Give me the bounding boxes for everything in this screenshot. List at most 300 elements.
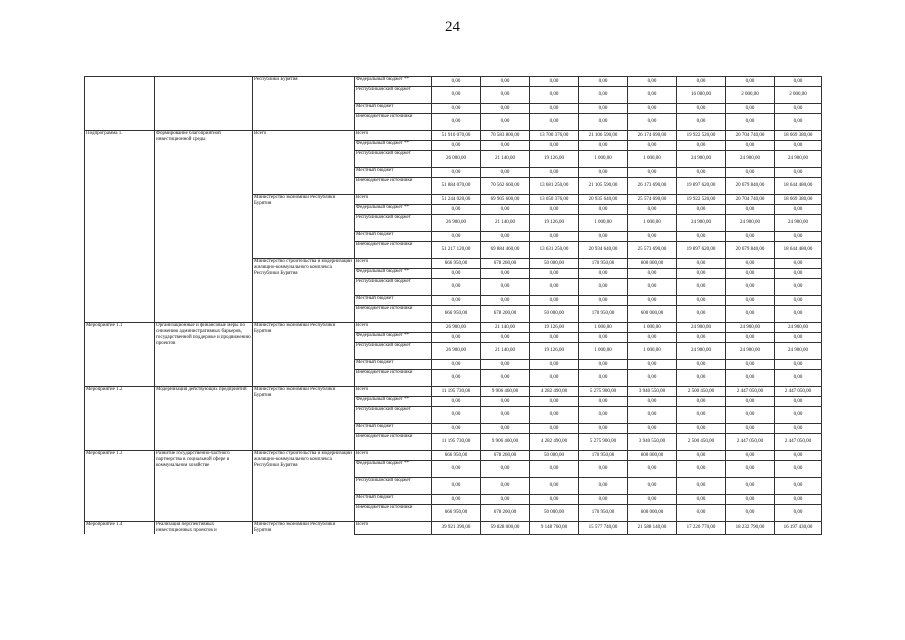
value-cell: 678 200,00 — [481, 451, 530, 461]
value-cell: 69 884 460,00 — [481, 242, 530, 259]
value-cell: 26 174 690,00 — [628, 131, 677, 141]
value-cell: 24 900,00 — [775, 343, 822, 360]
value-cell: 11 195 730,00 — [432, 387, 481, 397]
value-cell: 0,00 — [481, 205, 530, 215]
value-cell: 51 217 120,00 — [432, 242, 481, 259]
value-cell: 0,00 — [726, 77, 775, 87]
value-cell: 0,00 — [481, 407, 530, 424]
value-cell: 2 447 050,00 — [775, 387, 822, 397]
value-cell: 0,00 — [726, 114, 775, 131]
value-cell: 0,00 — [628, 397, 677, 407]
value-cell: 18 644 480,00 — [775, 242, 822, 259]
value-cell: 24 900,00 — [726, 215, 775, 232]
value-cell: 0,00 — [628, 141, 677, 151]
page-number: 24 — [445, 19, 460, 35]
value-cell: 24 900,00 — [775, 215, 822, 232]
value-cell: 0,00 — [726, 269, 775, 279]
value-cell: 0,00 — [677, 168, 726, 178]
value-cell: 21 140,00 — [481, 151, 530, 168]
source-cell: Местный бюджет — [355, 296, 432, 306]
value-cell: 0,00 — [481, 104, 530, 114]
value-cell: 50 000,00 — [530, 306, 579, 323]
value-cell: 2 447 050,00 — [775, 434, 822, 451]
source-cell: Внебюджетные источники — [355, 114, 432, 131]
source-cell: Федеральный бюджет ** — [355, 77, 432, 87]
value-cell: 24 900,00 — [775, 151, 822, 168]
executor-cell: Министерство экономики Республики Бурятия — [253, 387, 355, 451]
value-cell: 0,00 — [775, 407, 822, 424]
value-cell: 26 900,00 — [432, 215, 481, 232]
value-cell: 2 000,00 — [775, 87, 822, 104]
value-cell: 0,00 — [726, 232, 775, 242]
value-cell: 0,00 — [677, 104, 726, 114]
value-cell: 0,00 — [628, 232, 677, 242]
name-cell: Развитие государственно-частного партнерства в социальной сфере и коммунальном хозяйстве — [155, 451, 253, 522]
value-cell: 19 922 520,00 — [677, 195, 726, 205]
value-cell: 170 950,00 — [579, 306, 628, 323]
source-cell: Внебюджетные источники — [355, 242, 432, 259]
value-cell: 0,00 — [432, 397, 481, 407]
value-cell: 0,00 — [628, 87, 677, 104]
value-cell: 0,00 — [775, 168, 822, 178]
source-cell: Республиканский бюджет — [355, 478, 432, 495]
value-cell: 0,00 — [775, 306, 822, 323]
value-cell: 0,00 — [530, 77, 579, 87]
value-cell: 0,00 — [677, 360, 726, 370]
value-cell: 19 897 620,00 — [677, 178, 726, 195]
value-cell: 21 140,00 — [481, 343, 530, 360]
value-cell: 170 950,00 — [579, 259, 628, 269]
value-cell: 4 282 490,00 — [530, 387, 579, 397]
source-cell: Внебюджетные источники — [355, 306, 432, 323]
value-cell: 0,00 — [628, 424, 677, 434]
value-cell: 17 220 770,00 — [677, 522, 726, 535]
source-cell: Внебюджетные источники — [355, 434, 432, 451]
value-cell: 50 000,00 — [530, 451, 579, 461]
value-cell: 26 900,00 — [432, 343, 481, 360]
value-cell: 0,00 — [530, 104, 579, 114]
value-cell: 24 900,00 — [726, 323, 775, 333]
value-cell: 0,00 — [530, 333, 579, 343]
value-cell: 21 105 590,00 — [579, 178, 628, 195]
value-cell: 0,00 — [432, 478, 481, 495]
source-cell: Республиканский бюджет — [355, 151, 432, 168]
value-cell: 19 126,00 — [530, 343, 579, 360]
table-row — [85, 522, 822, 535]
value-cell: 0,00 — [628, 114, 677, 131]
source-cell: Внебюджетные источники — [355, 178, 432, 195]
value-cell: 0,00 — [775, 461, 822, 478]
source-cell: Всего — [355, 131, 432, 141]
value-cell: 19 126,00 — [530, 323, 579, 333]
source-cell: Республиканский бюджет — [355, 407, 432, 424]
source-cell: Федеральный бюджет ** — [355, 269, 432, 279]
value-cell: 2 447 050,00 — [726, 434, 775, 451]
value-cell: 0,00 — [726, 205, 775, 215]
source-cell: Всего — [355, 387, 432, 397]
executor-cell: Министерство экономики Республики Бурятия — [253, 323, 355, 387]
value-cell: 0,00 — [726, 461, 775, 478]
value-cell: 666 950,00 — [432, 451, 481, 461]
value-cell: 0,00 — [579, 407, 628, 424]
value-cell: 2 447 050,00 — [726, 387, 775, 397]
name-cell: Реализация перспективных инвестиционных проектов и — [155, 522, 253, 535]
value-cell: 0,00 — [432, 269, 481, 279]
value-cell: 20 935 640,00 — [579, 195, 628, 205]
value-cell: 3 940 550,00 — [628, 434, 677, 451]
executor-cell: Министерство строительства и модернизации жилищно-коммунального комплекса Республики Бурятия — [253, 259, 355, 323]
source-cell: Местный бюджет — [355, 495, 432, 505]
value-cell: 0,00 — [775, 77, 822, 87]
value-cell: 18 232 790,00 — [726, 522, 775, 535]
value-cell: 0,00 — [726, 259, 775, 269]
value-cell: 0,00 — [481, 168, 530, 178]
value-cell: 0,00 — [481, 269, 530, 279]
value-cell: 0,00 — [775, 296, 822, 306]
value-cell: 13 700 376,00 — [530, 131, 579, 141]
source-cell: Федеральный бюджет ** — [355, 397, 432, 407]
value-cell: 0,00 — [481, 461, 530, 478]
value-cell: 5 275 900,00 — [579, 434, 628, 451]
value-cell: 0,00 — [775, 478, 822, 495]
value-cell: 0,00 — [628, 333, 677, 343]
value-cell: 0,00 — [481, 77, 530, 87]
value-cell: 20 704 740,00 — [726, 131, 775, 141]
value-cell: 1 000,00 — [579, 323, 628, 333]
value-cell: 0,00 — [530, 141, 579, 151]
source-cell: Федеральный бюджет ** — [355, 205, 432, 215]
value-cell: 0,00 — [677, 259, 726, 269]
value-cell: 0,00 — [775, 269, 822, 279]
value-cell: 16 197 430,00 — [775, 522, 822, 535]
value-cell: 0,00 — [677, 232, 726, 242]
value-cell: 0,00 — [432, 168, 481, 178]
value-cell: 26 900,00 — [432, 323, 481, 333]
value-cell: 0,00 — [677, 141, 726, 151]
value-cell: 666 950,00 — [432, 259, 481, 269]
value-cell: 21 106 590,00 — [579, 131, 628, 141]
value-cell: 170 950,00 — [579, 451, 628, 461]
source-cell: Всего — [355, 522, 432, 535]
value-cell: 20 704 740,00 — [726, 195, 775, 205]
value-cell: 0,00 — [726, 478, 775, 495]
value-cell: 4 282 490,00 — [530, 434, 579, 451]
value-cell: 0,00 — [628, 495, 677, 505]
value-cell: 13 650 376,00 — [530, 195, 579, 205]
value-cell: 1 000,00 — [628, 151, 677, 168]
value-cell: 0,00 — [530, 407, 579, 424]
table-row — [85, 323, 822, 333]
value-cell: 13 681 250,00 — [530, 178, 579, 195]
value-cell: 20 679 840,00 — [726, 178, 775, 195]
value-cell: 0,00 — [726, 407, 775, 424]
value-cell: 0,00 — [726, 451, 775, 461]
value-cell: 678 200,00 — [481, 505, 530, 522]
value-cell: 0,00 — [530, 461, 579, 478]
name-cell: Организационные и финансовые меры по снижению административных барьеров, государственной поддержке и продвижению проектов — [155, 323, 253, 387]
source-cell: Федеральный бюджет ** — [355, 333, 432, 343]
value-cell: 0,00 — [726, 168, 775, 178]
value-cell: 0,00 — [628, 205, 677, 215]
value-cell: 0,00 — [579, 495, 628, 505]
value-cell: 0,00 — [628, 77, 677, 87]
value-cell: 0,00 — [677, 505, 726, 522]
value-cell: 69 905 600,00 — [481, 195, 530, 205]
value-cell: 51 244 020,00 — [432, 195, 481, 205]
value-cell: 0,00 — [775, 505, 822, 522]
value-cell: 0,00 — [628, 461, 677, 478]
value-cell: 0,00 — [677, 77, 726, 87]
name-cell: Формирование благоприятной инвестиционной среды — [155, 131, 253, 323]
value-cell: 0,00 — [775, 370, 822, 387]
value-cell: 0,00 — [677, 333, 726, 343]
value-cell: 2 500 450,00 — [677, 387, 726, 397]
value-cell: 0,00 — [579, 87, 628, 104]
value-cell: 0,00 — [530, 397, 579, 407]
value-cell: 0,00 — [677, 397, 726, 407]
table-row — [85, 387, 822, 397]
value-cell: 0,00 — [432, 333, 481, 343]
value-cell: 24 900,00 — [677, 343, 726, 360]
value-cell: 666 950,00 — [432, 306, 481, 323]
executor-cell: Министерство строительства и модернизации жилищно-коммунального комплекса Республики Бурятия — [253, 451, 355, 522]
value-cell: 1 000,00 — [579, 151, 628, 168]
source-cell: Всего — [355, 451, 432, 461]
value-cell: 0,00 — [628, 104, 677, 114]
value-cell: 0,00 — [530, 495, 579, 505]
value-cell: 26 000,00 — [432, 151, 481, 168]
executor-cell: Всего — [253, 131, 355, 195]
value-cell: 0,00 — [432, 87, 481, 104]
value-cell: 24 900,00 — [677, 215, 726, 232]
table-row — [85, 77, 822, 87]
value-cell: 24 900,00 — [677, 323, 726, 333]
value-cell: 0,00 — [579, 478, 628, 495]
value-cell: 59 828 000,00 — [481, 522, 530, 535]
value-cell: 19 126,00 — [530, 151, 579, 168]
value-cell: 0,00 — [726, 141, 775, 151]
value-cell: 20 679 840,00 — [726, 242, 775, 259]
value-cell: 0,00 — [775, 205, 822, 215]
value-cell: 0,00 — [432, 370, 481, 387]
source-cell: Республиканский бюджет — [355, 279, 432, 296]
value-cell: 0,00 — [726, 370, 775, 387]
value-cell: 0,00 — [677, 478, 726, 495]
value-cell: 0,00 — [579, 333, 628, 343]
source-cell: Местный бюджет — [355, 168, 432, 178]
value-cell: 0,00 — [775, 279, 822, 296]
value-cell: 0,00 — [530, 168, 579, 178]
value-cell: 0,00 — [677, 370, 726, 387]
value-cell: 1 000,00 — [579, 215, 628, 232]
value-cell: 24 900,00 — [677, 151, 726, 168]
value-cell: 0,00 — [628, 269, 677, 279]
value-cell: 0,00 — [775, 232, 822, 242]
source-cell: Местный бюджет — [355, 360, 432, 370]
name-cell — [155, 77, 253, 131]
value-cell: 15 577 740,00 — [579, 522, 628, 535]
value-cell: 5 275 900,00 — [579, 387, 628, 397]
value-cell: 0,00 — [579, 104, 628, 114]
value-cell: 0,00 — [481, 87, 530, 104]
value-cell: 0,00 — [530, 370, 579, 387]
value-cell: 600 000,00 — [628, 505, 677, 522]
value-cell: 26 173 690,00 — [628, 178, 677, 195]
table-row — [85, 451, 822, 461]
source-cell: Внебюджетные источники — [355, 370, 432, 387]
value-cell: 50 000,00 — [530, 505, 579, 522]
source-cell: Республиканский бюджет — [355, 343, 432, 360]
value-cell: 0,00 — [726, 397, 775, 407]
value-cell: 13 631 250,00 — [530, 242, 579, 259]
value-cell: 0,00 — [579, 424, 628, 434]
value-cell: 600 000,00 — [628, 306, 677, 323]
source-cell: Всего — [355, 259, 432, 269]
code-cell: Мероприятие 1.2 — [85, 387, 155, 451]
value-cell: 0,00 — [677, 407, 726, 424]
value-cell: 24 900,00 — [726, 343, 775, 360]
value-cell: 25 573 690,00 — [628, 242, 677, 259]
value-cell: 19 897 620,00 — [677, 242, 726, 259]
value-cell: 1 000,00 — [628, 323, 677, 333]
value-cell: 0,00 — [530, 87, 579, 104]
value-cell: 0,00 — [530, 279, 579, 296]
code-cell: Подпрограмма 1. — [85, 131, 155, 323]
value-cell: 0,00 — [579, 269, 628, 279]
value-cell: 0,00 — [481, 478, 530, 495]
value-cell: 20 934 640,00 — [579, 242, 628, 259]
value-cell: 0,00 — [481, 296, 530, 306]
value-cell: 0,00 — [481, 232, 530, 242]
code-cell: Мероприятие 1.1 — [85, 323, 155, 387]
value-cell: 2 000,00 — [726, 87, 775, 104]
value-cell: 600 000,00 — [628, 259, 677, 269]
value-cell: 19 922 520,00 — [677, 131, 726, 141]
source-cell: Местный бюджет — [355, 104, 432, 114]
value-cell: 70 562 660,00 — [481, 178, 530, 195]
value-cell: 0,00 — [579, 279, 628, 296]
value-cell: 0,00 — [530, 205, 579, 215]
value-cell: 0,00 — [726, 279, 775, 296]
value-cell: 0,00 — [677, 296, 726, 306]
executor-cell: Министерство экономики Республики Бурятия — [253, 522, 355, 535]
code-cell: Мероприятие 1.3 — [85, 451, 155, 522]
value-cell: 0,00 — [775, 104, 822, 114]
value-cell: 0,00 — [628, 478, 677, 495]
source-cell: Местный бюджет — [355, 424, 432, 434]
value-cell: 0,00 — [775, 451, 822, 461]
source-cell: Республиканский бюджет — [355, 87, 432, 104]
value-cell: 0,00 — [775, 495, 822, 505]
value-cell: 0,00 — [677, 424, 726, 434]
code-cell: Мероприятие 1.4 — [85, 522, 155, 535]
value-cell: 0,00 — [481, 360, 530, 370]
value-cell: 0,00 — [775, 141, 822, 151]
source-cell: Федеральный бюджет ** — [355, 461, 432, 478]
value-cell: 39 921 390,00 — [432, 522, 481, 535]
value-cell: 2 500 450,00 — [677, 434, 726, 451]
value-cell: 0,00 — [579, 397, 628, 407]
value-cell: 0,00 — [530, 360, 579, 370]
value-cell: 0,00 — [628, 360, 677, 370]
value-cell: 0,00 — [481, 114, 530, 131]
value-cell: 0,00 — [481, 370, 530, 387]
value-cell: 24 900,00 — [775, 323, 822, 333]
value-cell: 0,00 — [775, 259, 822, 269]
value-cell: 170 950,00 — [579, 505, 628, 522]
value-cell: 9 148 760,00 — [530, 522, 579, 535]
executor-cell: Республики Бурятия — [253, 77, 355, 131]
source-cell: Всего — [355, 323, 432, 333]
source-cell: Республиканский бюджет — [355, 215, 432, 232]
value-cell: 21 140,00 — [481, 323, 530, 333]
value-cell: 0,00 — [726, 495, 775, 505]
value-cell: 0,00 — [628, 407, 677, 424]
budget-table — [84, 76, 822, 535]
value-cell: 11 195 730,00 — [432, 434, 481, 451]
value-cell: 51 910 070,00 — [432, 131, 481, 141]
value-cell: 0,00 — [677, 461, 726, 478]
value-cell: 0,00 — [579, 114, 628, 131]
value-cell: 0,00 — [775, 333, 822, 343]
value-cell: 0,00 — [677, 269, 726, 279]
table-row — [85, 131, 822, 141]
source-cell: Федеральный бюджет ** — [355, 141, 432, 151]
value-cell: 51 884 070,00 — [432, 178, 481, 195]
value-cell: 0,00 — [481, 141, 530, 151]
value-cell: 0,00 — [677, 306, 726, 323]
value-cell: 678 200,00 — [481, 259, 530, 269]
value-cell: 18 669 380,00 — [775, 195, 822, 205]
value-cell: 0,00 — [775, 360, 822, 370]
value-cell: 0,00 — [726, 306, 775, 323]
value-cell: 0,00 — [677, 495, 726, 505]
value-cell: 0,00 — [432, 205, 481, 215]
name-cell: Модернизация действующих предприятий — [155, 387, 253, 451]
value-cell: 0,00 — [432, 407, 481, 424]
value-cell: 18 669 380,00 — [775, 131, 822, 141]
value-cell: 0,00 — [432, 232, 481, 242]
value-cell: 0,00 — [726, 360, 775, 370]
value-cell: 0,00 — [775, 424, 822, 434]
value-cell: 0,00 — [530, 232, 579, 242]
value-cell: 666 950,00 — [432, 505, 481, 522]
value-cell: 1 000,00 — [628, 343, 677, 360]
value-cell: 0,00 — [579, 232, 628, 242]
value-cell: 0,00 — [579, 77, 628, 87]
value-cell: 19 126,00 — [530, 215, 579, 232]
value-cell: 0,00 — [726, 424, 775, 434]
value-cell: 0,00 — [432, 424, 481, 434]
value-cell: 0,00 — [432, 104, 481, 114]
source-cell: Всего — [355, 195, 432, 205]
value-cell: 0,00 — [579, 296, 628, 306]
value-cell: 0,00 — [432, 279, 481, 296]
value-cell: 0,00 — [481, 279, 530, 296]
value-cell: 0,00 — [628, 370, 677, 387]
value-cell: 0,00 — [726, 333, 775, 343]
value-cell: 0,00 — [677, 451, 726, 461]
value-cell: 0,00 — [628, 279, 677, 296]
value-cell: 0,00 — [530, 269, 579, 279]
value-cell: 600 000,00 — [628, 451, 677, 461]
value-cell: 0,00 — [432, 495, 481, 505]
value-cell: 16 000,00 — [677, 87, 726, 104]
value-cell: 678 200,00 — [481, 306, 530, 323]
value-cell: 0,00 — [530, 478, 579, 495]
value-cell: 0,00 — [481, 495, 530, 505]
value-cell: 0,00 — [677, 279, 726, 296]
